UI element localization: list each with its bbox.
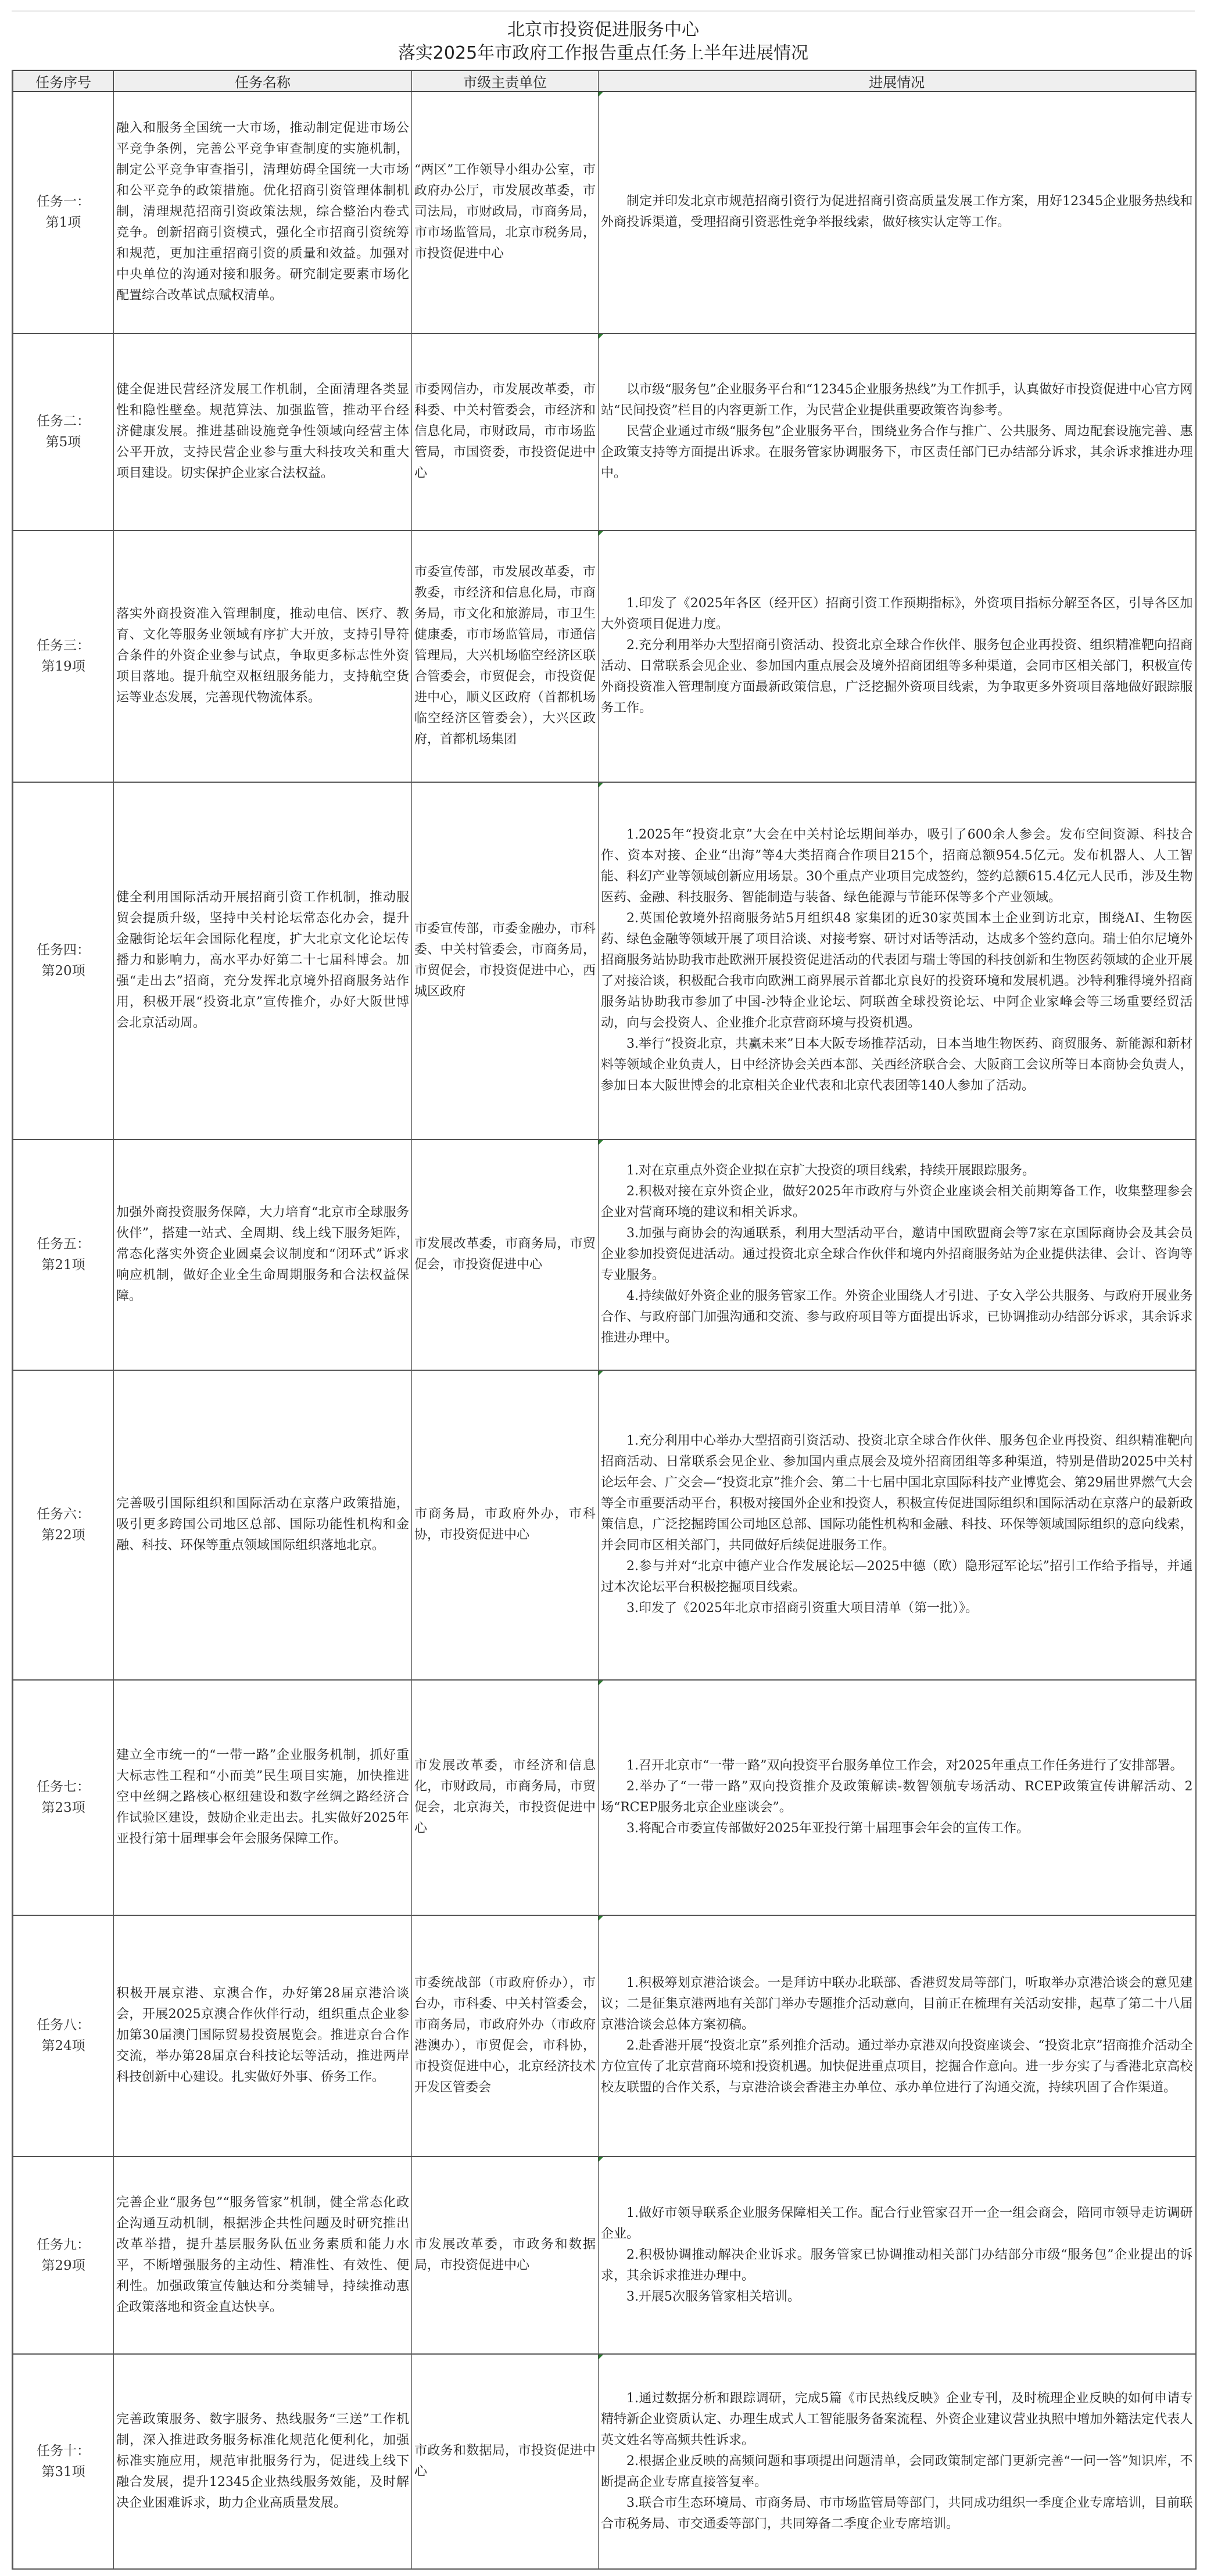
task-name-cell: 落实外商投资准入管理制度，推动电信、医疗、教育、文化等服务业领域有序扩大开放，支持引导符合条件的外资企业参与试点，争取更多标志性外资项目落地。提升航空双枢纽服务能力，支持航空货运等业态发展，完善现代物流体系。	[114, 531, 412, 782]
responsible-unit-cell: 市委网信办，市发展改革委，市科委、中关村管委会，市经济和信息化局，市财政局，市市场监管局，市国资委，市投资促进中心	[412, 334, 599, 531]
progress-paragraph: 2.根据企业反映的高频问题和事项提出问题清单，会同政策制定部门更新完善“一问一答”知识库，不断提高企业专席直接答复率。	[601, 2453, 1193, 2489]
table-row	[13, 531, 1196, 782]
progress-cell	[599, 334, 1196, 531]
progress-paragraph: 以市级“服务包”企业服务平台和“12345企业服务热线”为工作抓手，认真做好市投资促进中心官方网站“民间投资”栏目的内容更新工作，为民营企业提供重要政策咨询参考。	[601, 382, 1193, 418]
progress-paragraph: 3.开展5次服务管家相关培训。	[626, 2289, 800, 2304]
progress-paragraph: 2.积极协调推动解决企业诉求。服务管家已协调推动相关部门办结部分市级“服务包”企业提出的诉求，其余诉求推进办理中。	[601, 2247, 1193, 2283]
task-seq-label: 任务一：	[37, 194, 90, 210]
task-name-cell: 完善企业“服务包”“服务管家”机制，健全常态化政企沟通互动机制，根据涉企共性问题及时研究推出改革举措，提升基层服务队伍业务素质和能力水平，不断增强服务的主动性、精准性、有效性、便利性。加强政策宣传触达和分类辅导，持续推动惠企政策落地和资金直达快享。	[114, 2156, 412, 2354]
task-name-cell: 完善政策服务、数字服务、热线服务“三送”工作机制，深入推进政务服务标准化规范化便利化，加强标准实施应用，规范审批服务行为，促进线上线下融合发展，提升12345企业热线服务效能，及时解决企业困难诉求，助力企业高质量发展。	[114, 2354, 412, 2569]
progress-cell	[599, 1370, 1196, 1680]
responsible-unit-cell: 市委宣传部，市发展改革委，市教委，市经济和信息化局，市商务局，市文化和旅游局，市卫生健康委，市市场监管局，市通信管理局，大兴机场临空经济区联合管委会，市贸促会，市投资促进中心，顺义区政府（首都机场临空经济区管委会），大兴区政府，首都机场集团	[412, 531, 599, 782]
table-row	[13, 1140, 1196, 1370]
task-seq-label: 任务七：	[37, 1779, 90, 1794]
progress-cell	[599, 2156, 1196, 2354]
table-row	[13, 2156, 1196, 2354]
document-subtitle: 落实2025年市政府工作报告重点任务上半年进展情况	[397, 43, 809, 63]
responsible-unit-cell: 市委统战部（市政府侨办），市台办，市科委、中关村管委会，市商务局，市政府外办（市政府港澳办），市贸促会，市科协，市投资促进中心，北京经济技术开发区管委会	[412, 1915, 599, 2156]
task-seq-label: 任务五：	[37, 1237, 90, 1252]
progress-paragraph: 2.赴香港开展“投资北京”系列推介活动。通过举办京港双向投资座谈会、“投资北京”招商推介活动全方位宣传了北京营商环境和投资机遇。加快促进重点项目，挖掘合作意向。进一步夯实了与香港北京高校校友联盟的合作关系，与京港洽谈会香港主办单位、承办单位进行了沟通交流，持续巩固了合作渠道。	[601, 2038, 1193, 2095]
task-item-number: 第23项	[41, 1800, 85, 1815]
progress-paragraph: 2.积极对接在京外资企业，做好2025年市政府与外资企业座谈会相关前期筹备工作，收集整理参会企业对营商环境的建议和相关诉求。	[601, 1184, 1193, 1220]
header-responsible-unit: 市级主责单位	[412, 70, 599, 92]
progress-cell	[599, 1680, 1196, 1915]
task-seq-label: 任务九：	[37, 2237, 90, 2252]
task-name-cell: 完善吸引国际组织和国际活动在京落户政策措施，吸引更多跨国公司地区总部、国际功能性机构和金融、科技、环保等重点领域国际组织落地北京。	[114, 1370, 412, 1680]
task-item-number: 第5项	[45, 435, 81, 450]
progress-paragraph: 3.联合市生态环境局、市商务局、市市场监管局等部门，共同成功组织一季度企业专席培训，目前联合市税务局、市交通委等部门，共同筹备二季度企业专席培训。	[601, 2495, 1193, 2531]
table-row	[13, 92, 1196, 334]
responsible-unit-cell: 市发展改革委，市商务局，市贸促会，市投资促进中心	[412, 1140, 599, 1370]
task-item-number: 第20项	[41, 963, 85, 979]
document-sheet	[12, 10, 1195, 2570]
task-seq-label: 任务八：	[37, 2018, 90, 2033]
progress-cell	[599, 2354, 1196, 2569]
task-name-cell: 健全利用国际活动开展招商引资工作机制，推动服贸会提质升级，坚持中关村论坛常态化办会，提升金融街论坛年会国际化程度，扩大北京文化论坛传播力和影响力，高水平办好第二十七届科博会。加强“走出去”招商，充分发挥北京境外招商服务站作用，积极开展“投资北京”宣传推介，办好大阪世博会北京活动周。	[114, 782, 412, 1140]
task-seq-cell	[13, 531, 114, 782]
task-name-cell: 建立全市统一的“一带一路”企业服务机制，抓好重大标志性工程和“小而美”民生项目实施，加快推进空中丝绸之路核心枢纽建设和数字丝绸之路经济合作试验区建设，鼓励企业走出去。扎实做好2025年亚投行第十届理事会年会服务保障工作。	[114, 1680, 412, 1915]
task-seq-label: 任务十：	[37, 2443, 90, 2459]
task-seq-label: 任务六：	[37, 1507, 90, 1522]
progress-paragraph: 2.英国伦敦境外招商服务站5月组织48 家集团的近30家英国本土企业到访北京，围绕AI、生物医药、绿色金融等领域开展了项目洽谈、对接考察、研讨对话等活动，达成多个签约意向。瑞士伯尔尼境外招商服务站协助我市赴欧洲开展投资促进活动的代表团与瑞士等国的科技创新和生物医药领域的企业开展了对接洽谈，积极配合我市向欧洲工商界展示首都北京良好的投资环境和发展机遇。沙特利雅得境外招商服务站协助我市参加了中国-沙特企业论坛、阿联酋全球投资论坛、中阿企业家峰会等三场重要经贸活动，向与会投资人、企业推介北京营商环境与投资机遇。	[601, 911, 1193, 1030]
task-item-number: 第31项	[41, 2464, 85, 2480]
progress-paragraph: 1.通过数据分析和跟踪调研，完成5篇《市民热线反映》企业专刊，及时梳理企业反映的如何申请专精特新企业资质认定、办理生成式人工智能服务备案流程、外资企业建议营业执照中增加外籍法定代表人英文姓名等高频共性诉求。	[601, 2391, 1193, 2448]
task-item-number: 第19项	[41, 659, 85, 674]
task-item-number: 第22项	[41, 1528, 85, 1543]
task-seq-cell	[13, 92, 114, 334]
responsible-unit-cell: 市发展改革委，市政务和数据局，市投资促进中心	[412, 2156, 599, 2354]
task-item-number: 第24项	[41, 2038, 85, 2054]
task-seq-cell	[13, 1370, 114, 1680]
progress-cell	[599, 782, 1196, 1140]
table-row	[13, 1915, 1196, 2156]
table-row	[13, 334, 1196, 531]
progress-paragraph: 1.积极筹划京港洽谈会。一是拜访中联办北联部、香港贸发局等部门，听取举办京港洽谈会的意见建议；二是征集京港两地有关部门举办专题推介活动意向，目前正在梳理有关活动安排，起草了第二十八届京港洽谈会总体方案初稿。	[601, 1976, 1193, 2032]
progress-paragraph: 2.参与并对“北京中德产业合作发展论坛—2025中德（欧）隐形冠军论坛”招引工作给予指导，并通过本次论坛平台积极挖掘项目线索。	[601, 1559, 1193, 1595]
responsible-unit-cell: “两区”工作领导小组办公室，市政府办公厅，市发展改革委，市司法局，市财政局，市商务局，市市场监管局，北京市税务局，市投资促进中心	[412, 92, 599, 334]
table-header-row	[13, 70, 1196, 92]
task-item-number: 第21项	[41, 1257, 85, 1273]
table-row	[13, 782, 1196, 1140]
progress-paragraph: 3.将配合市委宣传部做好2025年亚投行第十届理事会年会的宣传工作。	[626, 1821, 1029, 1836]
title-block	[12, 10, 1195, 70]
header-task-seq: 任务序号	[13, 70, 114, 92]
task-seq-cell	[13, 1680, 114, 1915]
progress-paragraph: 1.对在京重点外资企业拟在京扩大投资的项目线索，持续开展跟踪服务。	[626, 1163, 1035, 1178]
task-seq-cell	[13, 782, 114, 1140]
task-seq-label: 任务三：	[37, 638, 90, 653]
progress-paragraph: 4.持续做好外资企业的服务管家工作。外资企业围绕人才引进、子女入学公共服务、与政府开展业务合作、与政府部门加强沟通和交流、参与政府项目等方面提出诉求，已协调推动办结部分诉求，其余诉求推进办理中。	[601, 1289, 1193, 1345]
progress-cell	[599, 1140, 1196, 1370]
progress-paragraph: 3.加强与商协会的沟通联系，利用大型活动平台，邀请中国欧盟商会等7家在京国际商协会及其会员企业参加投资促进活动。通过投资北京全球合作伙伴和境内外招商服务站为企业提供法律、会计、咨询等专业服务。	[601, 1226, 1193, 1282]
task-name-cell: 融入和服务全国统一大市场，推动制定促进市场公平竞争条例，完善公平竞争审查制度的实施机制，制定公平竞争审查指引，清理妨碍全国统一大市场和公平竞争的政策措施。优化招商引资管理体制机制，清理规范招商引资政策法规，综合整治内卷式竞争。创新招商引资模式，强化全市招商引资统筹和规范，更加注重招商引资的质量和效益。加强对中央单位的沟通对接和服务。研究制定要素市场化配置综合改革试点赋权清单。	[114, 92, 412, 334]
progress-paragraph: 1.2025年“投资北京”大会在中关村论坛期间举办，吸引了600余人参会。发布空间资源、科技合作、资本对接、企业“出海”等4大类招商合作项目215个，招商总额954.5亿元。发布机器人、人工智能、科幻产业等领域创新应用场景。30个重点产业项目完成签约，签约总额615.4亿元人民币，涉及生物医药、金融、科技服务、智能制造与装备、绿色能源与节能环保等多个产业领域。	[601, 827, 1193, 905]
progress-paragraph: 2.充分利用举办大型招商引资活动、投资北京全球合作伙伴、服务包企业再投资、组织精准靶向招商活动、日常联系会见企业、参加国内重点展会及境外招商团组等多种渠道，会同市区相关部门，积极宣传外商投资准入管理制度方面最新政策信息，广泛挖掘外资项目线索，为争取更多外资项目落地做好跟踪服务工作。	[601, 638, 1193, 715]
task-seq-cell	[13, 1140, 114, 1370]
task-item-number: 第29项	[41, 2258, 85, 2273]
progress-paragraph: 制定并印发北京市规范招商引资行为促进招商引资高质量发展工作方案，用好12345企业服务热线和外商投诉渠道，受理招商引资恶性竞争举报线索，做好核实认定等工作。	[601, 194, 1193, 230]
progress-table	[12, 70, 1197, 2570]
task-seq-cell	[13, 2156, 114, 2354]
progress-cell	[599, 92, 1196, 334]
progress-paragraph: 3.印发了《2025年北京市招商引资重大项目清单（第一批）》。	[626, 1601, 978, 1615]
progress-paragraph: 1.印发了《2025年各区（经开区）招商引资工作预期指标》，外资项目指标分解至各区，引导各区加大外资项目促进力度。	[601, 596, 1193, 632]
task-seq-cell	[13, 2354, 114, 2569]
task-seq-label: 任务二：	[37, 414, 90, 429]
task-seq-label: 任务四：	[37, 943, 90, 958]
table-row	[13, 1370, 1196, 1680]
document-title: 北京市投资促进服务中心	[507, 20, 699, 40]
progress-paragraph: 1.做好市领导联系企业服务保障相关工作。配合行业管家召开一企一组会商会，陪同市领导走访调研企业。	[601, 2205, 1193, 2241]
responsible-unit-cell: 市委宣传部，市委金融办，市科委、中关村管委会，市商务局，市贸促会，市投资促进中心，西城区政府	[412, 782, 599, 1140]
task-seq-cell	[13, 1915, 114, 2156]
task-name-cell: 健全促进民营经济发展工作机制，全面清理各类显性和隐性壁垒。规范算法、加强监管，推动平台经济健康发展。推进基础设施竞争性领域向经营主体公平开放，支持民营企业参与重大科技攻关和重大项目建设。切实保护企业家合法权益。	[114, 334, 412, 531]
responsible-unit-cell: 市政务和数据局，市投资促进中心	[412, 2354, 599, 2569]
task-name-cell: 加强外商投资服务保障，大力培育“北京市全球服务伙伴”，搭建一站式、全周期、线上线下服务矩阵，常态化落实外资企业圆桌会议制度和“闭环式”诉求响应机制，做好企业全生命周期服务和合法权益保障。	[114, 1140, 412, 1370]
progress-paragraph: 2.举办了“一带一路”双向投资推介及政策解读-数智领航专场活动、RCEP政策宣传讲解活动、2场“RCEP服务北京企业座谈会”。	[601, 1779, 1193, 1815]
header-task-name: 任务名称	[114, 70, 412, 92]
table-row	[13, 2354, 1196, 2569]
task-name-cell: 积极开展京港、京澳合作，办好第28届京港洽谈会，开展2025京澳合作伙伴行动，组织重点企业参加第30届澳门国际贸易投资展览会。推进京台合作交流，举办第28届京台科技论坛等活动，推进两岸科技创新中心建设。扎实做好外事、侨务工作。	[114, 1915, 412, 2156]
progress-cell	[599, 1915, 1196, 2156]
table-row	[13, 1680, 1196, 1915]
responsible-unit-cell: 市商务局，市政府外办，市科协，市投资促进中心	[412, 1370, 599, 1680]
header-progress: 进展情况	[599, 70, 1196, 92]
responsible-unit-cell: 市发展改革委，市经济和信息化，市财政局，市商务局，市贸促会，北京海关，市投资促进中心	[412, 1680, 599, 1915]
progress-paragraph: 1.召开北京市“一带一路”双向投资平台服务单位工作会，对2025年重点工作任务进行了安排部署。	[626, 1758, 1183, 1773]
progress-paragraph: 1.充分利用中心举办大型招商引资活动、投资北京全球合作伙伴、服务包企业再投资、组织精准靶向招商活动、日常联系会见企业、参加国内重点展会及境外招商团组等多种渠道，特别是借助2025中关村论坛年会、广交会—“投资北京”推介会、第二十七届中国北京国际科技产业博览会、第29届世界燃气大会等全市重要活动平台，积极对接国外企业和投资人，积极宣传促进国际组织和国际活动在京落户的最新政策信息，广泛挖掘跨国公司地区总部、国际功能性机构和金融、科技、环保等领域国际组织的意向线索，并会同市区相关部门，共同做好后续促进服务工作。	[601, 1434, 1193, 1553]
progress-paragraph: 3.举行“投资北京，共赢未来”日本大阪专场推荐活动，日本当地生物医药、商贸服务、新能源和新材料等领域企业负责人，日中经济协会关西本部、关西经济联合会、大阪商工会议所等日本商协会负责人，参加日本大阪世博会的北京相关企业代表和北京代表团等140人参加了活动。	[601, 1037, 1193, 1093]
task-seq-cell	[13, 334, 114, 531]
task-item-number: 第1项	[45, 215, 81, 231]
progress-cell	[599, 531, 1196, 782]
progress-paragraph: 民营企业通过市级“服务包”企业服务平台，围绕业务合作与推广、公共服务、周边配套设施完善、惠企政策支持等方面提出诉求。在服务管家协调服务下，市区责任部门已办结部分诉求，其余诉求推进办理中。	[601, 424, 1193, 481]
